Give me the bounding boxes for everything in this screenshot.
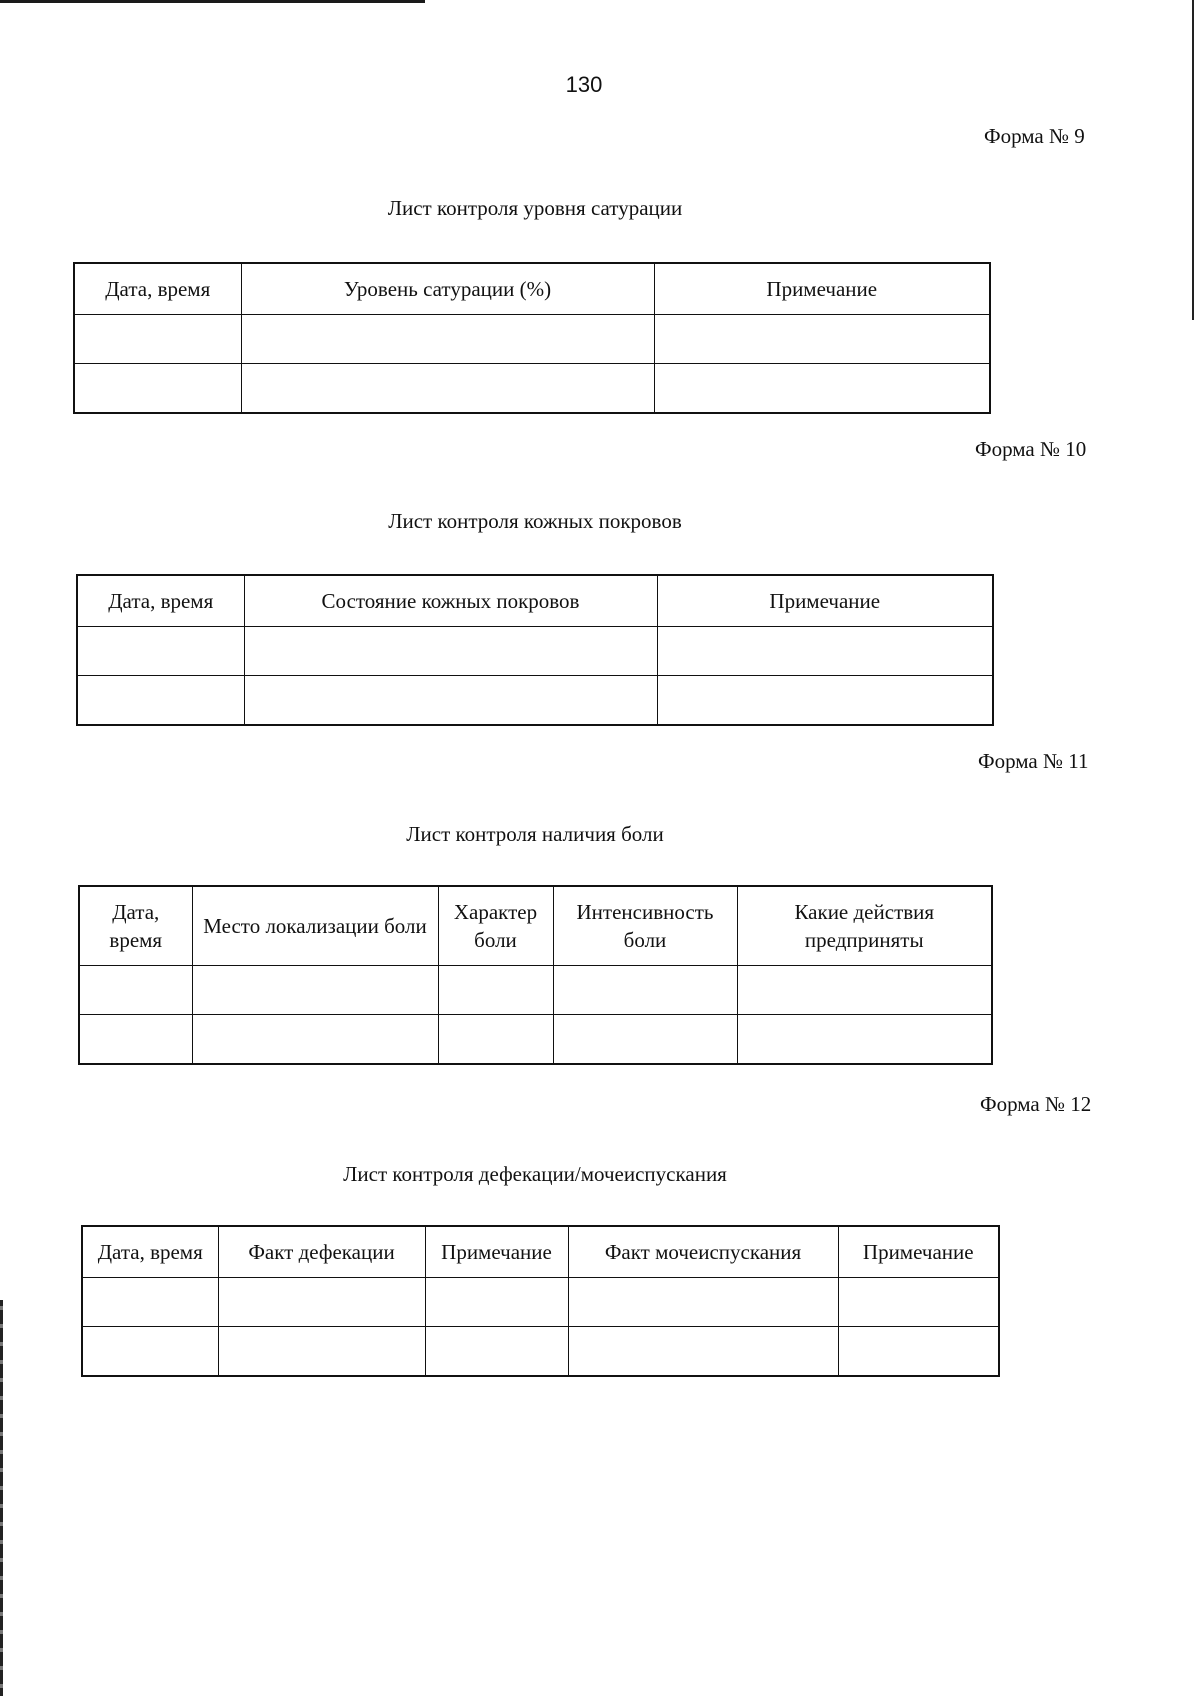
table-cell[interactable] <box>241 315 654 364</box>
table-cell[interactable] <box>244 676 657 726</box>
table-row <box>77 676 993 726</box>
form-11-table <box>78 885 993 1065</box>
form-11-label: Форма № 11 <box>978 749 1089 773</box>
table-header-row <box>74 263 990 315</box>
table-cell[interactable] <box>77 627 244 676</box>
table-cell[interactable] <box>838 1327 999 1377</box>
table-cell[interactable] <box>654 315 990 364</box>
table-cell[interactable] <box>241 364 654 414</box>
table-row <box>82 1327 999 1377</box>
form-10-table <box>76 574 994 726</box>
table-cell[interactable] <box>82 1327 218 1377</box>
table-row <box>77 627 993 676</box>
table-cell[interactable] <box>553 1015 737 1065</box>
table-cell[interactable] <box>74 364 241 414</box>
table-cell[interactable] <box>657 627 993 676</box>
column-header: Дата, время <box>82 1226 218 1278</box>
column-header: Примечание <box>838 1226 999 1278</box>
table-cell[interactable] <box>438 1015 553 1065</box>
column-header: Дата, время <box>79 886 192 966</box>
table-cell[interactable] <box>737 1015 992 1065</box>
table-cell[interactable] <box>218 1327 425 1377</box>
scan-edge-right <box>1192 0 1194 320</box>
form-10-label: Форма № 10 <box>975 437 1087 461</box>
table-cell[interactable] <box>568 1278 838 1327</box>
table-cell[interactable] <box>425 1327 568 1377</box>
form-11-title: Лист контроля наличия боли <box>406 822 664 846</box>
table-cell[interactable] <box>192 966 438 1015</box>
table-row <box>74 364 990 414</box>
table-row <box>74 315 990 364</box>
table-row <box>82 1278 999 1327</box>
column-header: Факт мочеиспускания <box>568 1226 838 1278</box>
form-9-table <box>73 262 991 414</box>
table-cell[interactable] <box>553 966 737 1015</box>
table-cell[interactable] <box>244 627 657 676</box>
column-header: Интенсивность боли <box>553 886 737 966</box>
form-10-title: Лист контроля кожных покровов <box>388 509 682 533</box>
column-header: Характер боли <box>438 886 553 966</box>
table-row <box>79 1015 992 1065</box>
form-12-table <box>81 1225 1000 1377</box>
table-cell[interactable] <box>654 364 990 414</box>
column-header: Факт дефекации <box>218 1226 425 1278</box>
column-header: Дата, время <box>74 263 241 315</box>
table-header-row <box>79 886 992 966</box>
table-row <box>79 966 992 1015</box>
column-header: Состояние кожных покровов <box>244 575 657 627</box>
table-cell[interactable] <box>82 1278 218 1327</box>
table-cell[interactable] <box>77 676 244 726</box>
table-cell[interactable] <box>79 966 192 1015</box>
column-header: Примечание <box>425 1226 568 1278</box>
page-number: 130 <box>565 72 603 97</box>
scan-edge-top <box>0 0 425 3</box>
form-9-title: Лист контроля уровня сатурации <box>387 196 683 220</box>
table-header-row <box>77 575 993 627</box>
column-header: Место локализации боли <box>192 886 438 966</box>
table-cell[interactable] <box>192 1015 438 1065</box>
table-cell[interactable] <box>425 1278 568 1327</box>
table-cell[interactable] <box>218 1278 425 1327</box>
column-header: Примечание <box>654 263 990 315</box>
column-header: Примечание <box>657 575 993 627</box>
table-cell[interactable] <box>657 676 993 726</box>
table-cell[interactable] <box>568 1327 838 1377</box>
table-cell[interactable] <box>74 315 241 364</box>
table-cell[interactable] <box>438 966 553 1015</box>
table-header-row <box>82 1226 999 1278</box>
form-9-label: Форма № 9 <box>984 124 1085 148</box>
scan-edge-left <box>0 1300 3 1696</box>
column-header: Дата, время <box>77 575 244 627</box>
form-12-title: Лист контроля дефекации/мочеиспускания <box>343 1162 727 1186</box>
table-cell[interactable] <box>838 1278 999 1327</box>
column-header: Какие действия предприняты <box>737 886 992 966</box>
table-cell[interactable] <box>79 1015 192 1065</box>
column-header: Уровень сатурации (%) <box>241 263 654 315</box>
table-cell[interactable] <box>737 966 992 1015</box>
form-12-label: Форма № 12 <box>980 1092 1092 1116</box>
